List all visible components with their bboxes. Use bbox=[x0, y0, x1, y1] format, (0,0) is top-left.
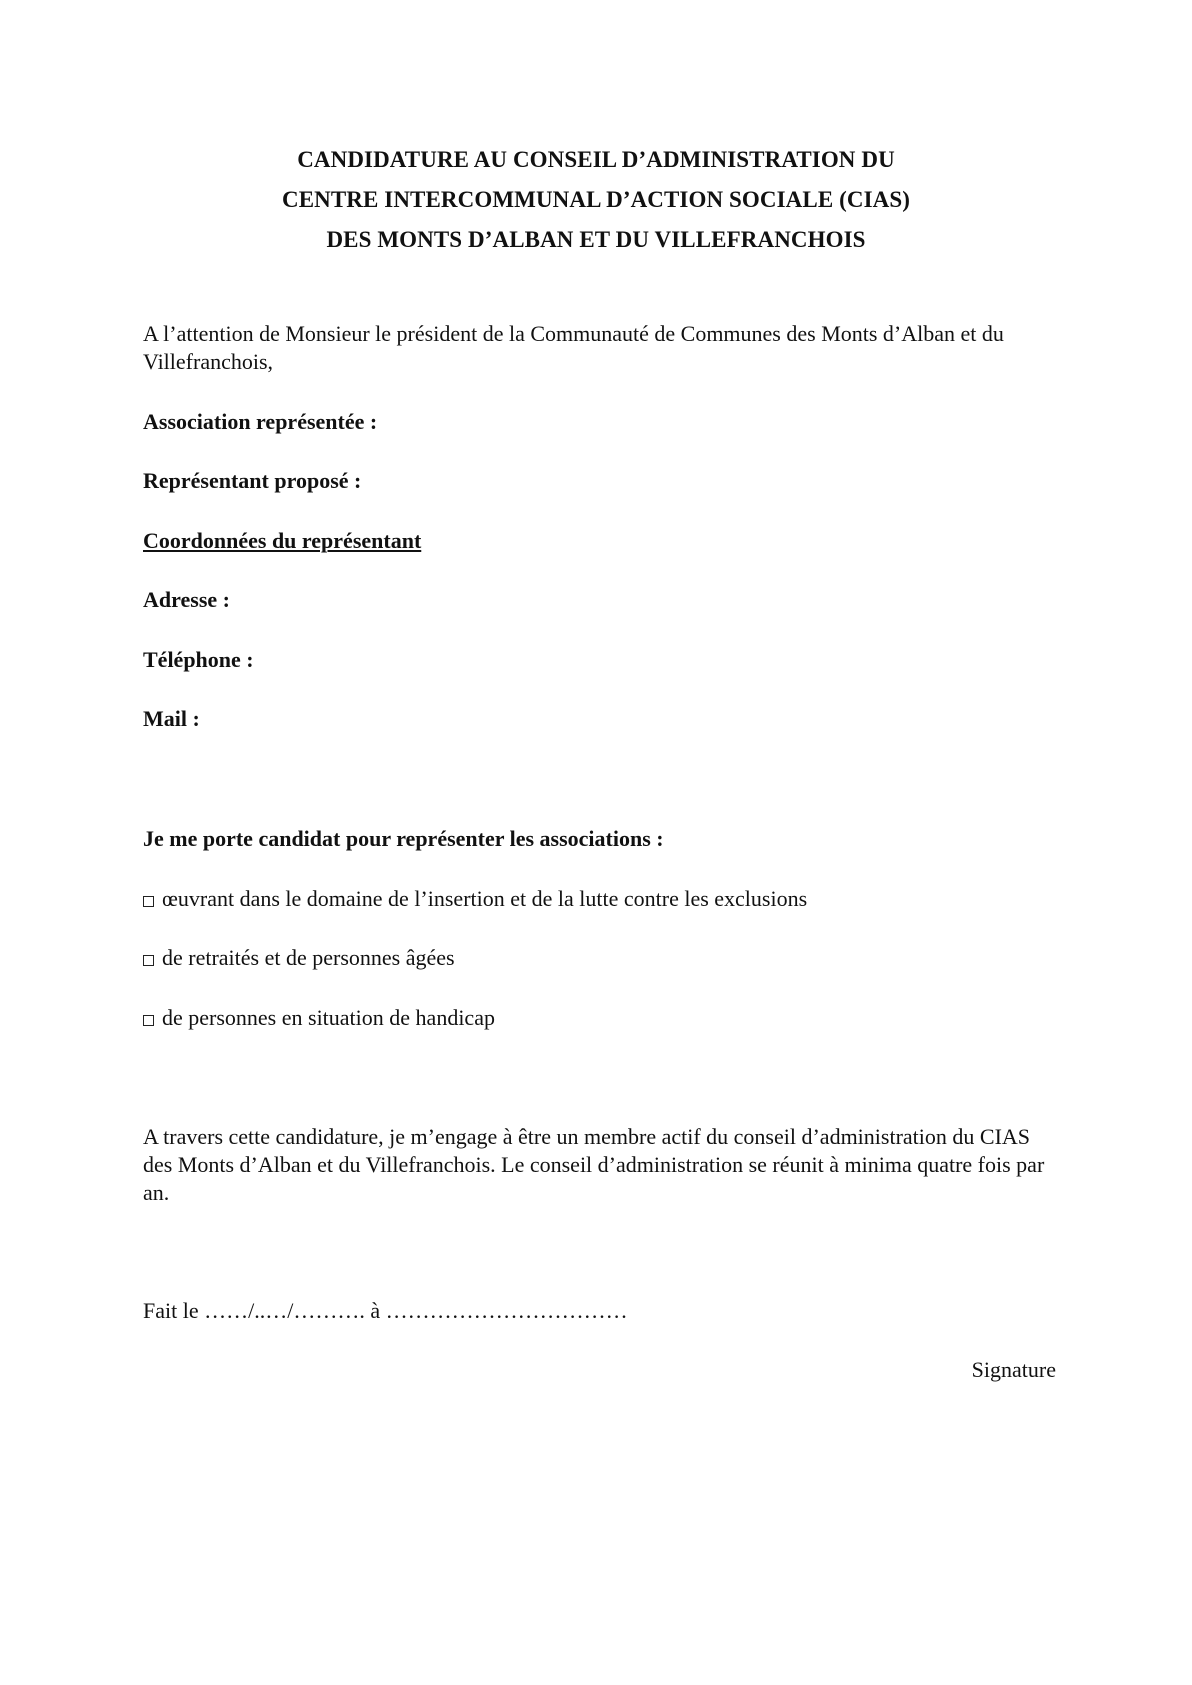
association-label: Association représentée : bbox=[143, 409, 378, 434]
checkbox-icon[interactable] bbox=[143, 896, 154, 907]
signature-label: Signature bbox=[971, 1357, 1056, 1382]
representant-label: Représentant proposé : bbox=[143, 468, 362, 493]
engagement-paragraph: A travers cette candidature, je m’engage à être un membre actif du conseil d’administration du CIAS des Monts d’Alban et du Villefranchois. Le conseil d’administration se réunit à minima quatre fois par an. bbox=[143, 1124, 1045, 1205]
coordonnees-heading: Coordonnées du représentant bbox=[143, 528, 422, 553]
checkbox-icon[interactable] bbox=[143, 955, 154, 966]
option-insertion[interactable] bbox=[143, 885, 807, 913]
title-line-2: CENTRE INTERCOMMUNAL D’ACTION SOCIALE (CIAS) bbox=[281, 187, 911, 212]
fait-le-line: Fait le ……/..…/………. à …………………………… bbox=[143, 1298, 628, 1323]
option-retraites[interactable] bbox=[143, 944, 455, 972]
document-title bbox=[0, 140, 1192, 260]
intro-paragraph: A l’attention de Monsieur le président de la Communauté de Communes des Monts d’Alban et du Villefranchois, bbox=[143, 321, 1004, 374]
option-label: œuvrant dans le domaine de l’insertion et de la lutte contre les exclusions bbox=[162, 886, 808, 911]
checkbox-icon[interactable] bbox=[143, 1015, 154, 1026]
title-line-3: DES MONTS D’ALBAN ET DU VILLEFRANCHOIS bbox=[326, 227, 866, 252]
mail-label: Mail : bbox=[143, 706, 200, 731]
option-handicap[interactable] bbox=[143, 1004, 495, 1032]
candidacy-heading: Je me porte candidat pour représenter les associations : bbox=[143, 826, 664, 851]
adresse-label: Adresse : bbox=[143, 587, 230, 612]
option-label: de personnes en situation de handicap bbox=[162, 1005, 495, 1030]
title-line-1: CANDIDATURE AU CONSEIL D’ADMINISTRATION DU bbox=[297, 147, 895, 172]
telephone-label: Téléphone : bbox=[143, 647, 254, 672]
option-label: de retraités et de personnes âgées bbox=[162, 945, 455, 970]
